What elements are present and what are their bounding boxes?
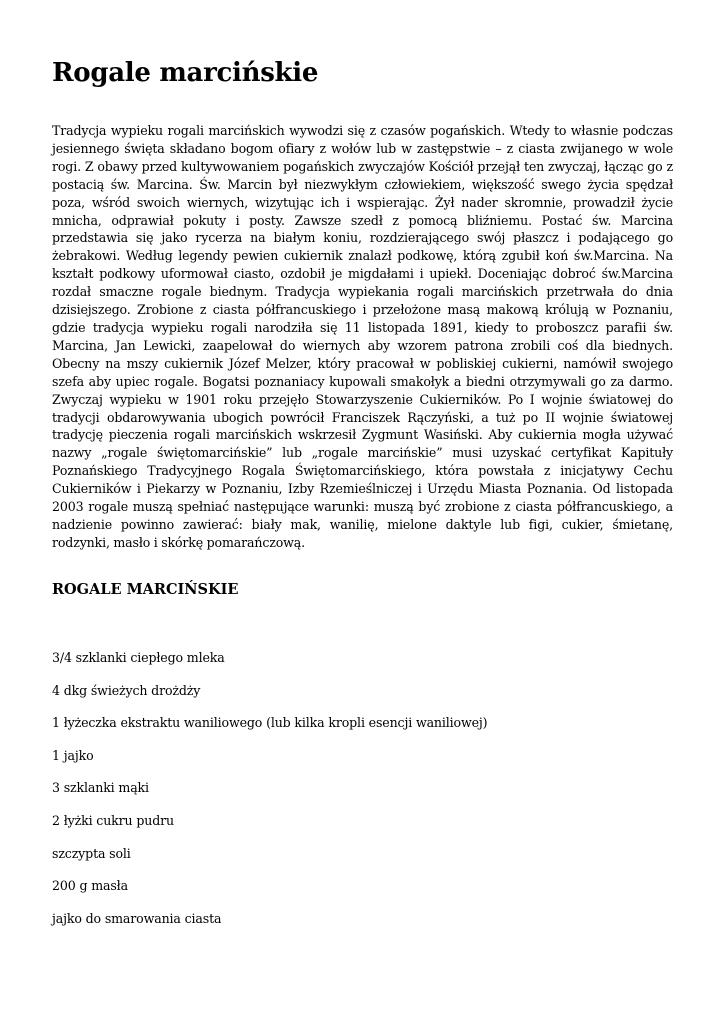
ingredient-item: 1 łyżeczka ekstraktu waniliowego (lub kilka kropli esencji waniliowej): [52, 715, 488, 731]
recipe-heading: ROGALE MARCIŃSKIE: [52, 581, 239, 598]
ingredient-item: 200 g masła: [52, 878, 128, 894]
ingredient-item: jajko do smarowania ciasta: [52, 910, 222, 926]
intro-paragraph: Tradycja wypieku rogali marcińskich wywodzi się z czasów pogańskich. Wtedy to własnie podczas jesiennego święta składano bogom ofiary z wołów lub w zastępstwie – z ciasta zwijanego w wole rogi. Z obawy przed kultywowaniem pogańskich zwyczajów Kościół przejął ten zwyczaj, łącząc go z postacią św. Marcina. Św. Marcin był niezwykłym człowiekiem, większość swego życia spędzał poza, wśród swoich wiernych, wizytując ich i wspierając. Żył nader skromnie, prowadził życie mnicha, odprawiał pokuty i posty. Zawsze szedł z pomocą bliźniemu. Postać św. Marcina przedstawia się jako rycerza na białym koniu, rozdzierającego swój płaszcz i podającego go żebrakowi. Według legendy pewien cukiernik znalazł podkowę, którą zgubił koń św.Marcina. Na kształt podkowy uformował ciasto, ozdobił je migdałami i upiekł. Doceniając dobroć św.Marcina rozdał smaczne rogale biednym. Tradycja wypiekania rogali marcińskich przetrwała do dnia dzisiejszego. Zrobione z ciasta półfrancuskiego i przełożone masą makową królują w Poznaniu, gdzie tradycja wypieku rogali narodziła się 11 listopada 1891, kiedy to proboszcz parafii św. Marcina, Jan Lewicki, zaapelował do wiernych aby wzorem patrona zrobili coś dla biednych. Obecny na mszy cukiernik Józef Melzer, który pracował w pobliskiej cukierni, namówił swojego szefa aby upiec rogale. Bogatsi poznaniacy kupowali smakołyk a biedni otrzymywali go za darmo. Zwyczaj wypieku w 1901 roku przejęło Stowarzyszenie Cukierników. Po I wojnie światowej do tradycji obdarowywania ubogich powrócił Franciszek Rączyński, a tuż po II wojnie światowej tradycję pieczenia rogali marcińskich wskrzesił Zygmunt Wasiński. Aby cukiernia mogła używać nazwy „rogale świętomarcińskie” lub „rogale marcińskie” musi uzyskać certyfikat Kapituły Poznańskiego Tradycyjnego Rogala Świętomarcińskiego, która powstała z inicjatywy Cechu Cukierników i Piekarzy w Poznaniu, Izby Rzemieślniczej i Urzędu Miasta Poznania. Od listopada 2003 rogale muszą spełniać następujące warunki: muszą być zrobione z ciasta półfrancuskiego, a nadzienie powinno zawierać: biały mak, wanilię, mielone daktyle lub figi, cukier, śmietanę, rodzynki, masło i skórkę pomarańczową.: [52, 123, 673, 550]
page-title: Rogale marcińskie: [52, 58, 319, 88]
ingredient-item: 1 jajko: [52, 747, 94, 763]
ingredient-item: 3/4 szklanki ciepłego mleka: [52, 650, 225, 665]
ingredient-item: 2 łyżki cukru pudru: [52, 812, 174, 828]
ingredients-list: [52, 649, 487, 942]
ingredient-item: 3 szklanki mąki: [52, 780, 149, 796]
ingredient-item: szczypta soli: [52, 845, 131, 861]
ingredient-item: 4 dkg świeżych drożdży: [52, 682, 201, 698]
